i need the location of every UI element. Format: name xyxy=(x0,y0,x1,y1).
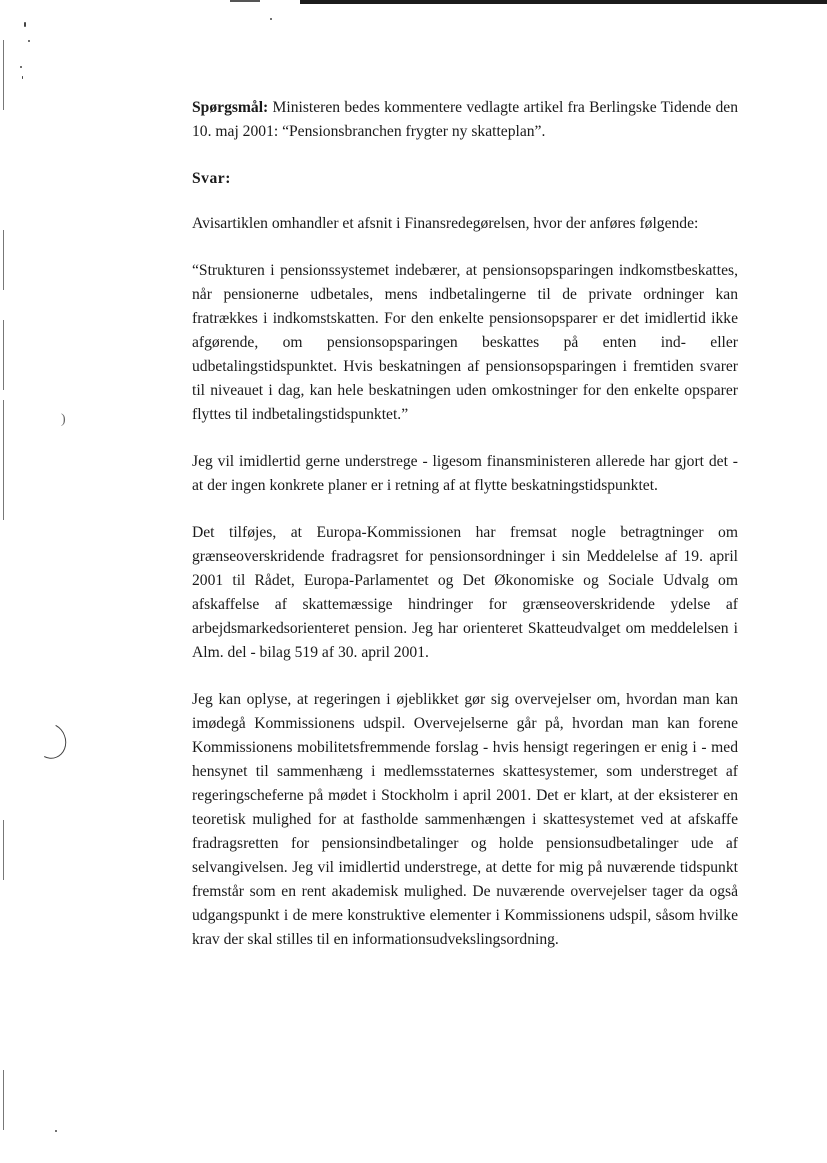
scan-speck xyxy=(28,40,30,42)
answer-paragraph-3: Jeg vil imidlertid gerne understrege - ligesom finansministeren allerede har gjort det - at der ingen konkrete planer er i retning af at flytte beskatningstidspunktet. xyxy=(192,453,738,494)
quote-paragraph: “Strukturen i pensionssystemet indebærer, at pensionsopsparingen indkomstbeskattes, når pensionerne udbetales, mens indbetalingerne til de private ordninger kan fratrækkes i indkomstskatten. For den enkelte pensionsopsparer er det imidlertid ikke afgørende, om pensionsopsparingen beskattes på enten ind- eller udbetalingstidspunktet. Hvis beskatningen af pensionsopsparingen i fremtiden svarer til niveauet i dag, kan hele beskatningen uden omkostninger for den enkelte opsparer flyttes til indbetalingstidspunktet.” xyxy=(192,262,738,423)
scan-left-edge xyxy=(3,820,4,880)
question-label: Spørgsmål: xyxy=(192,99,269,116)
binder-hole-mark xyxy=(29,719,71,764)
answer-paragraph-5: Jeg kan oplyse, at regeringen i øjeblikket gør sig overvejelser om, hvordan man kan imødegå Kommissionens udspil. Overvejelserne går på, hvordan man kan forene Kommissionens mobilitetsfremmende forslag - hvis hensigt regeringen er enig i - med hensynet til sammenhæng i medlemsstaternes skattesystemer, som understreget af regeringscheferne på mødet i Stockholm i april 2001. Det er klart, at der eksisterer en teoretisk mulighed for at fastholde sammenhængen i skattesystemet ved at afskaffe fradragsretten for pensionsindbetalinger og holde pensionsudbetalinger ude af selvangivelsen. Jeg vil imidlertid understrege, at dette for mig på nuværende tidspunkt fremstår som en rent akademisk mulighed. De nuværende overvejelser tager da også udgangspunkt i de mere konstruktive elementer i Kommissionens udspil, såsom hvilke krav der skal stilles til en informationsudvekslingsordning. xyxy=(192,691,738,948)
answer-paragraph-4: Det tilføjes, at Europa-Kommissionen har fremsat nogle betragtninger om grænseoverskridende fradragsret for pensionsordninger i sin Meddelelse af 19. april 2001 til Rådet, Europa-Parlamentet og Det Økonomiske og Sociale Udvalg om afskaffelse af skattemæssige hindringer for grænseoverskridende ydelse af arbejdsmarkedsorienteret pension. Jeg har orienteret Skatteudvalget om meddelelsen i Alm. del - bilag 519 af 30. april 2001. xyxy=(192,524,738,661)
answer-heading: Svar: xyxy=(192,170,231,187)
question-text: Ministeren bedes kommentere vedlagte artikel fra Berlingske Tidende den 10. maj 2001: “Pensionsbranchen frygter ny skatteplan”. xyxy=(192,99,738,140)
scan-speck xyxy=(20,66,22,68)
scan-left-edge xyxy=(3,1070,4,1130)
scan-left-edge xyxy=(3,320,4,390)
document-body xyxy=(192,96,738,975)
answer-paragraph-1: Avisartiklen omhandler et afsnit i Finansredegørelsen, hvor der anføres følgende: xyxy=(192,215,699,232)
scan-top-line-fragment xyxy=(230,0,260,2)
scan-speck xyxy=(55,1130,57,1132)
scan-left-edge xyxy=(3,40,4,110)
scan-left-edge xyxy=(3,230,4,290)
scan-left-edge xyxy=(3,400,4,520)
scan-speck xyxy=(24,22,26,27)
scan-speck xyxy=(270,18,272,20)
question-paragraph xyxy=(192,96,738,144)
scan-top-line xyxy=(300,0,827,4)
scan-mark-paren: ) xyxy=(61,412,66,427)
scan-speck xyxy=(22,76,23,79)
